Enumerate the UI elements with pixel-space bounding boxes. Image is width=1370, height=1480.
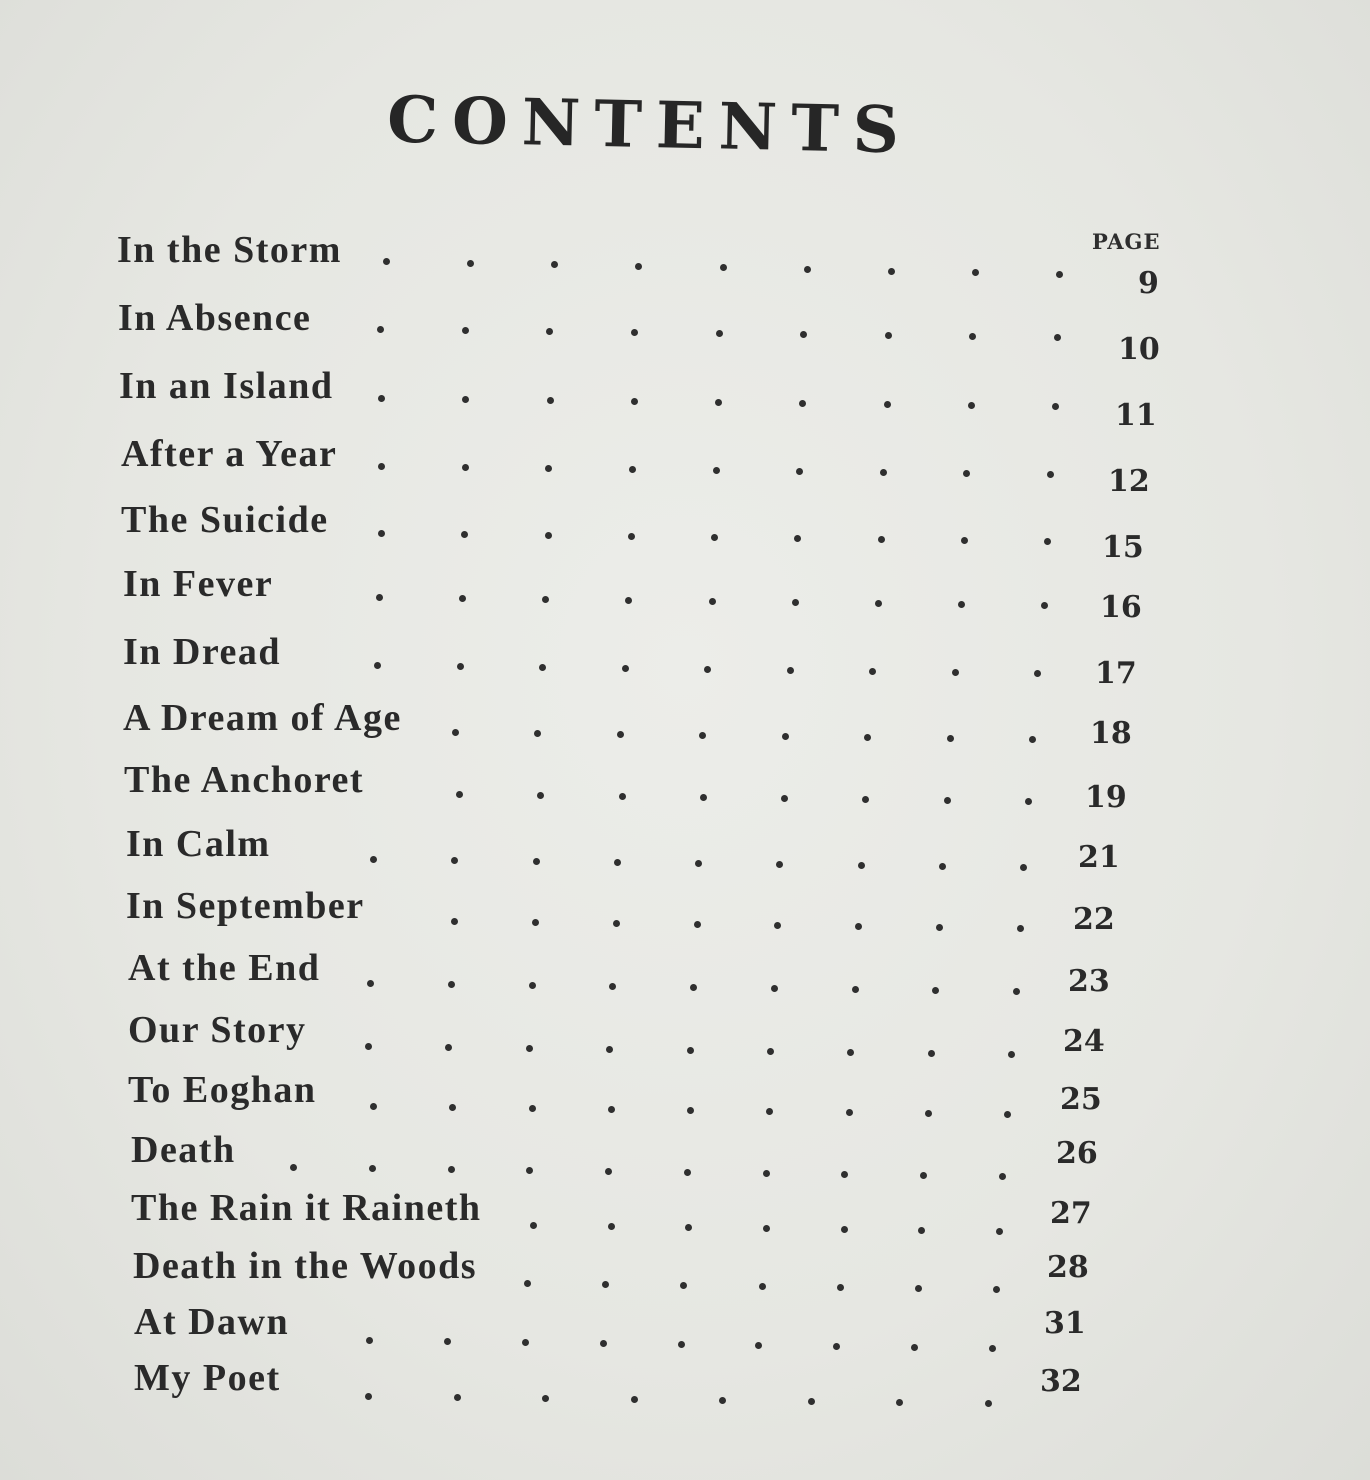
leader-dot <box>547 397 554 404</box>
leader-dot <box>452 729 459 736</box>
leader-dot <box>759 1283 766 1290</box>
leader-dot <box>629 466 636 473</box>
toc-entry-page-number: 26 <box>1056 1136 1098 1171</box>
leader-dot <box>631 1396 638 1403</box>
leader-dot <box>461 531 468 538</box>
leader-dot <box>449 1104 456 1111</box>
leader-dot <box>685 1224 692 1231</box>
toc-entry-title: A Dream of Age <box>123 697 402 739</box>
leader-dot <box>794 535 801 542</box>
leader-dot <box>370 1103 377 1110</box>
leader-dot <box>800 331 807 338</box>
leader-dot <box>969 333 976 340</box>
toc-entry-title: The Rain it Raineth <box>131 1187 482 1229</box>
leader-dot <box>716 330 723 337</box>
leader-dot <box>529 1105 536 1112</box>
leader-dot <box>374 662 381 669</box>
toc-entry-page-number: 31 <box>1044 1306 1086 1341</box>
toc-entry-title: In Calm <box>126 823 271 865</box>
leader-dot <box>833 1343 840 1350</box>
toc-entry-title: In Dread <box>123 631 282 673</box>
leader-dot <box>928 1050 935 1057</box>
leader-dot <box>367 980 374 987</box>
leader-dot <box>763 1225 770 1232</box>
leader-dot <box>526 1045 533 1052</box>
leader-dot <box>545 532 552 539</box>
leader-dot <box>920 1172 927 1179</box>
leader-dot <box>939 863 946 870</box>
leader-dot <box>635 263 642 270</box>
leader-dot <box>808 1398 815 1405</box>
leader-dot <box>537 792 544 799</box>
leader-dot <box>888 268 895 275</box>
leader-dot <box>774 922 781 929</box>
leader-dot <box>456 791 463 798</box>
page-column-label: PAGE <box>1092 229 1161 254</box>
leader-dot <box>462 464 469 471</box>
leader-dot <box>719 1397 726 1404</box>
leader-dot <box>383 258 390 265</box>
leader-dot <box>532 919 539 926</box>
leader-dot <box>457 663 464 670</box>
toc-entry-title: In September <box>126 885 365 927</box>
leader-dot <box>530 1222 537 1229</box>
leader-dot <box>1020 864 1027 871</box>
leader-dot <box>782 733 789 740</box>
leader-dot <box>614 859 621 866</box>
leader-dot <box>1034 670 1041 677</box>
toc-entry-title: The Anchoret <box>124 759 365 801</box>
leader-dot <box>617 731 624 738</box>
leader-dot <box>377 326 384 333</box>
toc-entry-page-number: 28 <box>1047 1250 1089 1285</box>
leader-dot <box>631 329 638 336</box>
leader-dot <box>1017 925 1024 932</box>
leader-dot <box>369 1165 376 1172</box>
leader-dot <box>625 597 632 604</box>
leader-dot <box>376 594 383 601</box>
leader-dot <box>885 332 892 339</box>
leader-dot <box>445 1044 452 1051</box>
leader-dot <box>720 264 727 271</box>
leader-dot <box>365 1043 372 1050</box>
leader-dot <box>841 1226 848 1233</box>
toc-entry-page-number: 27 <box>1050 1196 1092 1231</box>
leader-dot <box>968 402 975 409</box>
leader-dot <box>533 858 540 865</box>
toc-entry-title: The Suicide <box>121 499 329 541</box>
leader-dot <box>869 668 876 675</box>
leader-dot <box>687 1107 694 1114</box>
toc-entry-title: At Dawn <box>134 1301 290 1343</box>
leader-dot <box>1008 1051 1015 1058</box>
toc-entry-page-number: 9 <box>1138 266 1159 301</box>
leader-dot <box>999 1173 1006 1180</box>
leader-dot <box>796 468 803 475</box>
leader-dot <box>911 1344 918 1351</box>
leader-dot <box>524 1280 531 1287</box>
leader-dot <box>846 1109 853 1116</box>
leader-dot <box>619 793 626 800</box>
leader-dot <box>366 1337 373 1344</box>
leader-dot <box>454 1394 461 1401</box>
leader-dot <box>695 860 702 867</box>
leader-dot <box>602 1281 609 1288</box>
leader-dot <box>864 734 871 741</box>
toc-entry-title: My Poet <box>134 1357 281 1399</box>
leader-dot <box>462 396 469 403</box>
leader-dot <box>771 985 778 992</box>
toc-entry-title: In Absence <box>118 297 312 339</box>
leader-dot <box>444 1338 451 1345</box>
leader-dot <box>545 465 552 472</box>
leader-dot <box>694 921 701 928</box>
leader-dot <box>932 987 939 994</box>
leader-dot <box>884 401 891 408</box>
leader-dot <box>880 469 887 476</box>
leader-dot <box>608 1106 615 1113</box>
leader-dot <box>290 1164 297 1171</box>
leader-dot <box>713 467 720 474</box>
toc-entry-page-number: 25 <box>1060 1082 1102 1117</box>
leader-dot <box>606 1046 613 1053</box>
leader-dot <box>989 1345 996 1352</box>
leader-dot <box>628 533 635 540</box>
leader-dot <box>952 669 959 676</box>
leader-dot <box>534 730 541 737</box>
toc-entry-page-number: 24 <box>1063 1024 1105 1059</box>
toc-entry-title: In an Island <box>119 365 334 407</box>
leader-dot <box>1044 538 1051 545</box>
leader-dot <box>755 1342 762 1349</box>
leader-dot <box>365 1393 372 1400</box>
leader-dot <box>613 920 620 927</box>
leader-dot <box>799 400 806 407</box>
leader-dot <box>451 918 458 925</box>
leader-dot <box>529 982 536 989</box>
leader-dot <box>787 667 794 674</box>
leader-dot <box>837 1284 844 1291</box>
toc-entry-title: Death <box>131 1129 236 1171</box>
toc-entry-title: To Eoghan <box>128 1069 317 1111</box>
leader-dot <box>608 1223 615 1230</box>
leader-dot <box>1056 271 1063 278</box>
leader-dot <box>622 665 629 672</box>
leader-dot <box>763 1170 770 1177</box>
leader-dot <box>896 1399 903 1406</box>
leader-dot <box>841 1171 848 1178</box>
leader-dot <box>539 664 546 671</box>
toc-entry-page-number: 17 <box>1095 656 1137 691</box>
leader-dot <box>963 470 970 477</box>
leader-dot <box>715 399 722 406</box>
toc-entry-page-number: 18 <box>1090 716 1132 751</box>
toc-entry-page-number: 15 <box>1102 530 1144 565</box>
leader-dot <box>700 794 707 801</box>
leader-dot <box>936 924 943 931</box>
toc-entry-page-number: 32 <box>1040 1364 1082 1399</box>
toc-entry-title: Death in the Woods <box>133 1245 478 1287</box>
leader-dot <box>542 596 549 603</box>
leader-dot <box>1013 988 1020 995</box>
leader-dot <box>631 398 638 405</box>
toc-entry-title: After a Year <box>121 433 338 475</box>
toc-entry-title: In Fever <box>123 563 274 605</box>
leader-dot <box>711 534 718 541</box>
leader-dot <box>925 1110 932 1117</box>
leader-dot <box>680 1282 687 1289</box>
toc-entry-page-number: 10 <box>1118 332 1160 367</box>
leader-dot <box>370 856 377 863</box>
toc-entry-page-number: 22 <box>1073 902 1115 937</box>
leader-dot <box>862 796 869 803</box>
leader-dot <box>855 923 862 930</box>
leader-dot <box>776 861 783 868</box>
leader-dot <box>1041 602 1048 609</box>
leader-dot <box>781 795 788 802</box>
leader-dot <box>858 862 865 869</box>
toc-entry-page-number: 19 <box>1085 780 1127 815</box>
leader-dot <box>704 666 711 673</box>
leader-dot <box>852 986 859 993</box>
leader-dot <box>551 261 558 268</box>
leader-dot <box>915 1285 922 1292</box>
leader-dot <box>448 981 455 988</box>
leader-dot <box>451 857 458 864</box>
leader-dot <box>378 463 385 470</box>
leader-dot <box>684 1169 691 1176</box>
contents-heading: CONTENTS <box>386 82 914 169</box>
toc-entry-page-number: 11 <box>1115 398 1157 433</box>
leader-dot <box>961 537 968 544</box>
leader-dot <box>972 269 979 276</box>
leader-dot <box>546 328 553 335</box>
leader-dot <box>1052 403 1059 410</box>
leader-dot <box>605 1168 612 1175</box>
leader-dot <box>878 536 885 543</box>
leader-dot <box>526 1167 533 1174</box>
toc-entry-page-number: 21 <box>1078 840 1120 875</box>
leader-dot <box>767 1048 774 1055</box>
leader-dot <box>1004 1111 1011 1118</box>
toc-entry-title: In the Storm <box>117 229 342 271</box>
leader-dot <box>1054 334 1061 341</box>
leader-dot <box>918 1227 925 1234</box>
leader-dot <box>993 1286 1000 1293</box>
leader-dot <box>985 1400 992 1407</box>
leader-dot <box>766 1108 773 1115</box>
toc-entry-page-number: 23 <box>1068 964 1110 999</box>
leader-dot <box>378 530 385 537</box>
leader-dot <box>847 1049 854 1056</box>
leader-dot <box>378 395 385 402</box>
leader-dot <box>690 984 697 991</box>
leader-dot <box>459 595 466 602</box>
leader-dot <box>462 327 469 334</box>
leader-dot <box>947 735 954 742</box>
leader-dot <box>875 600 882 607</box>
leader-dot <box>699 732 706 739</box>
leader-dot <box>609 983 616 990</box>
toc-entry-title: Our Story <box>128 1009 307 1051</box>
leader-dot <box>1025 798 1032 805</box>
leader-dot <box>804 266 811 273</box>
leader-dot <box>944 797 951 804</box>
leader-dot <box>542 1395 549 1402</box>
leader-dot <box>600 1340 607 1347</box>
leader-dot <box>678 1341 685 1348</box>
leader-dot <box>958 601 965 608</box>
leader-dot <box>709 598 716 605</box>
toc-entry-title: At the End <box>128 947 321 989</box>
leader-dot <box>522 1339 529 1346</box>
toc-entry-page-number: 16 <box>1100 590 1142 625</box>
toc-entry-page-number: 12 <box>1108 464 1150 499</box>
leader-dot <box>996 1228 1003 1235</box>
leader-dot <box>687 1047 694 1054</box>
leader-dot <box>448 1166 455 1173</box>
leader-dot <box>1047 471 1054 478</box>
leader-dot <box>792 599 799 606</box>
leader-dot <box>467 260 474 267</box>
leader-dot <box>1029 736 1036 743</box>
